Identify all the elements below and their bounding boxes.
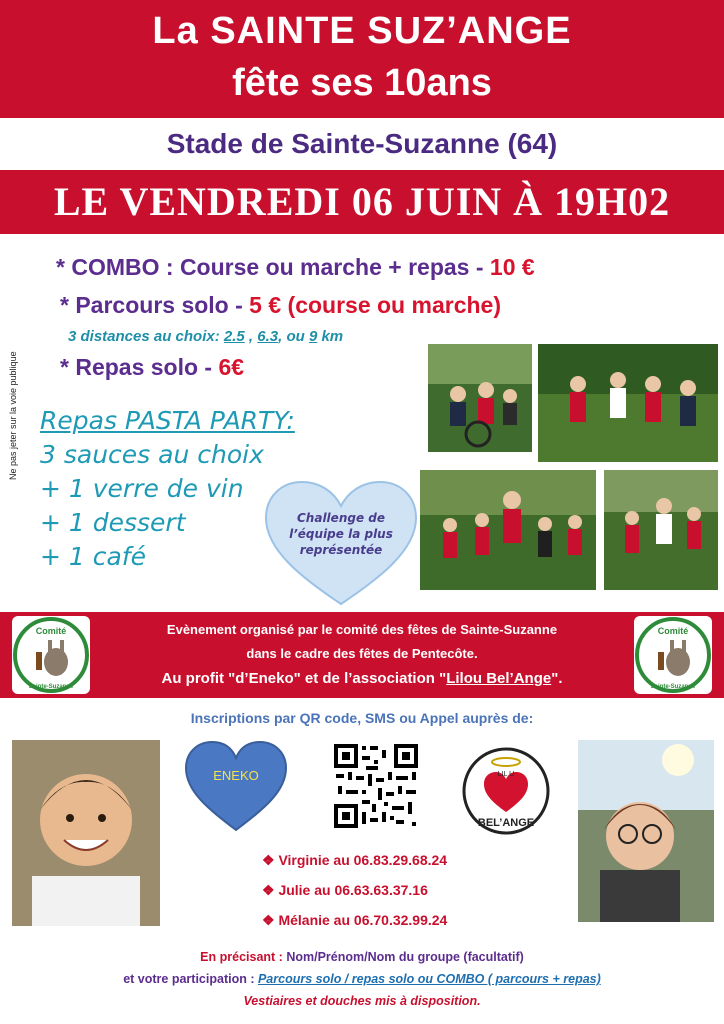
offer-meal: [60, 354, 244, 381]
event-title: La SAINTE SUZ’ANGE: [152, 10, 572, 52]
svg-text:Sainte-Suzanne: Sainte-Suzanne: [28, 684, 74, 690]
footer-line-2-value: Parcours solo / repas solo ou COMBO ( parcours + repas): [257, 972, 601, 986]
svg-text:LIL U: LIL U: [497, 771, 515, 778]
offer-solo-label: * Parcours solo -: [60, 292, 250, 318]
beneficiary-link[interactable]: Lilou Bel’Ange: [446, 670, 552, 687]
pasta-item: + 1 dessert: [40, 508, 186, 537]
offer-solo-price: 5 € (course ou marche): [249, 292, 501, 318]
photo-runners-2: [538, 344, 718, 462]
offer-meal-price: 6€: [218, 354, 245, 380]
offer-combo-price: 10 €: [489, 254, 535, 280]
pasta-item: 3 sauces au choix: [40, 440, 264, 469]
footer-line-1: [0, 950, 724, 964]
eneko-heart-icon: [184, 740, 288, 832]
belange-logo-icon: [458, 746, 554, 836]
footer-line-1-value: Nom/Prénom/Nom du groupe (facultatif): [286, 950, 524, 964]
challenge-heart-text: Challenge de l’équipe la plus représentée: [289, 511, 393, 557]
svg-text:Comité: Comité: [35, 626, 67, 636]
svg-text:Sainte-Suzanne: Sainte-Suzanne: [650, 684, 696, 690]
pasta-item: + 1 café: [40, 542, 146, 571]
svg-text:BEL’ANGE: BEL’ANGE: [477, 817, 535, 829]
donkey-logo-icon: [634, 616, 712, 694]
footer-line-1-label: En précisant :: [200, 950, 287, 964]
photo-runners-1: [428, 344, 532, 452]
qr-code-icon[interactable]: [332, 742, 420, 830]
beneficiary-prefix: Au profit "d’Eneko" et de l’association ": [161, 670, 447, 687]
distance-1: 2.5: [223, 328, 245, 345]
event-date: LE VENDREDI 06 JUIN À 19H02: [53, 179, 671, 224]
offer-combo: [56, 254, 535, 281]
footer-line-3: Vestiaires et douches mis à disposition.: [243, 994, 481, 1008]
organizer-line-2: dans le cadre des fêtes de Pentecôte.: [246, 646, 478, 661]
side-note: Ne pas jeter sur la voie publique: [8, 351, 18, 480]
photo-lilou: [578, 740, 714, 922]
distance-sep-1: ,: [244, 328, 258, 345]
comite-logo-right: [634, 616, 712, 694]
photo-runners-3: [420, 470, 596, 590]
distance-unit: km: [317, 328, 344, 345]
venue-text: Stade de Sainte-Suzanne (64): [166, 128, 558, 159]
contact-julie: ❖ Julie au 06.63.63.37.16: [262, 882, 428, 898]
event-subtitle: fête ses 10ans: [232, 62, 492, 104]
distance-2: 6.3: [257, 328, 279, 345]
pasta-title: Repas PASTA PARTY:: [40, 406, 295, 435]
contact-virginie: ❖ Virginie au 06.83.29.68.24: [262, 852, 448, 868]
distances-prefix: 3 distances au choix:: [68, 328, 224, 345]
organizer-line-3: [100, 670, 624, 687]
offer-meal-label: * Repas solo -: [60, 354, 219, 380]
photo-eneko: [12, 740, 160, 926]
footer-line-2: [0, 972, 724, 986]
eneko-heart-text: ENEKO: [213, 768, 259, 783]
offer-solo: [60, 292, 501, 319]
distance-3: 9: [308, 328, 318, 345]
svg-text:Comité: Comité: [657, 626, 689, 636]
photo-runners-4: [604, 470, 718, 590]
comite-logo-left: [12, 616, 90, 694]
beneficiary-suffix: ".: [551, 670, 563, 687]
contact-melanie: ❖ Mélanie au 06.70.32.99.24: [262, 912, 448, 928]
distances-text: [68, 328, 343, 345]
pasta-item: + 1 verre de vin: [40, 474, 244, 503]
registration-heading: Inscriptions par QR code, SMS ou Appel auprès de:: [190, 710, 534, 726]
organizer-line-1: Evènement organisé par le comité des fêtes de Sainte-Suzanne: [166, 622, 558, 637]
distance-sep-2: , ou: [278, 328, 309, 345]
offer-combo-label: * COMBO : Course ou marche + repas -: [56, 254, 490, 280]
donkey-logo-icon: [12, 616, 90, 694]
footer-line-2-label: et votre participation :: [123, 972, 258, 986]
